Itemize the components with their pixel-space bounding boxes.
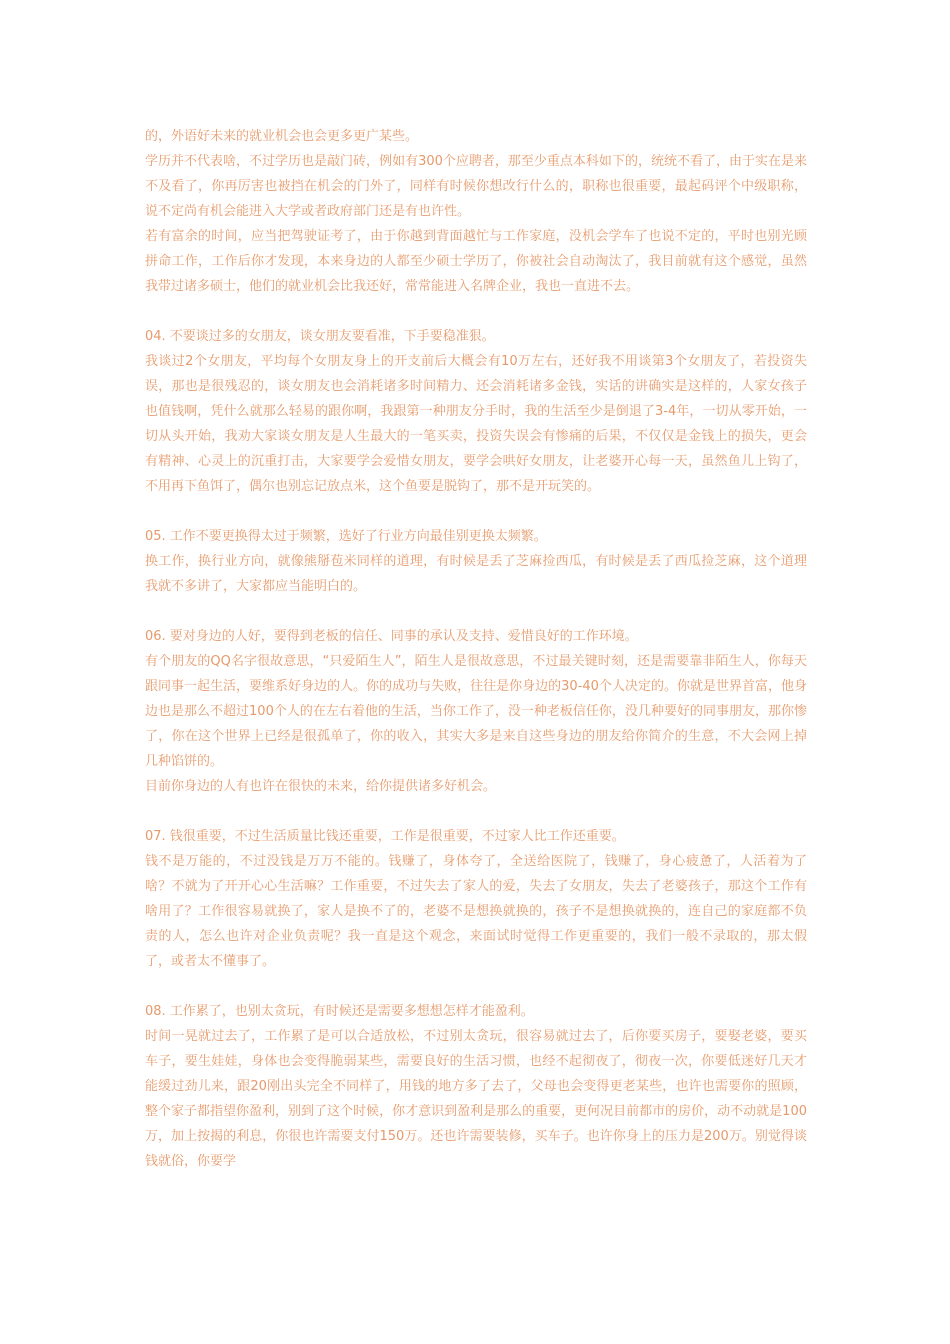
paragraph: 换工作，换行业方向，就像熊掰苞米同样的道理，有时候是丢了芝麻捡西瓜，有时候是丢了西瓜捡芝麻，这个道理我就不多讲了，大家都应当能明白的。 bbox=[145, 554, 807, 594]
paragraph: 的，外语好未来的就业机会也会更多更广某些。 bbox=[145, 129, 419, 144]
paragraph-spacer bbox=[145, 299, 807, 324]
paragraph-spacer bbox=[145, 599, 807, 624]
paragraph: 钱不是万能的，不过没钱是万万不能的。钱赚了，身体夸了，全送给医院了，钱赚了，身心疲惫了，人活着为了啥？不就为了开开心心生活嘛？工作重要，不过失去了家人的爱，失去了女朋友，失去了老婆孩子，那这个工作有啥用了？工作很容易就换了，家人是换不了的，老婆不是想换就换的，孩子不是想换就换的，连自己的家庭都不负责的人，怎么也许对企业负责呢？我一直是这个观念，来面试时觉得工作更重要的，我们一般不录取的，那太假了，或者太不懂事了。 bbox=[145, 854, 807, 969]
paragraph-spacer bbox=[145, 499, 807, 524]
section-heading: 08. 工作累了，也别太贪玩，有时候还是需要多想想怎样才能盈利。 bbox=[145, 1004, 534, 1019]
section-heading: 04. 不要谈过多的女朋友，谈女朋友要看准，下手要稳准狠。 bbox=[145, 329, 495, 344]
section-heading: 06. 要对身边的人好，要得到老板的信任、同事的承认及支持、爱惜良好的工作环境。 bbox=[145, 629, 638, 644]
paragraph: 若有富余的时间，应当把驾驶证考了，由于你越到背面越忙与工作家庭，没机会学车了也说不定的，平时也别光顾拼命工作，工作后你才发现，本来身边的人都至少硕士学历了，你被社会自动淘汰了，我目前就有这个感觉，虽然我带过诸多硕士，他们的就业机会比我还好，常常能进入名牌企业，我也一直进不去。 bbox=[145, 229, 807, 294]
paragraph-spacer bbox=[145, 974, 807, 999]
section-heading: 07. 钱很重要，不过生活质量比钱还重要，工作是很重要，不过家人比工作还重要。 bbox=[145, 829, 625, 844]
paragraph-spacer bbox=[145, 799, 807, 824]
paragraph: 学历并不代表啥，不过学历也是敲门砖，例如有300个应聘者，那至少重点本科如下的，统统不看了，由于实在是来不及看了，你再厉害也被挡在机会的门外了，同样有时候你想改行什么的，职称也很重要，最起码评个中级职称，说不定尚有机会能进入大学或者政府部门还是有也许性。 bbox=[145, 154, 807, 219]
paragraph: 我谈过2个女朋友，平均每个女朋友身上的开支前后大概会有10万左右，还好我不用谈第3个女朋友了，若投资失误，那也是很残忍的，谈女朋友也会消耗诸多时间精力、还会消耗诸多金钱，实话的讲确实是这样的，人家女孩子也值钱啊，凭什么就那么轻易的跟你啊，我跟第一种朋友分手时，我的生活至少是倒退了3-4年，一切从零开始，一切从头开始，我劝大家谈女朋友是人生最大的一笔买卖，投资失误会有惨痛的后果，不仅仅是金钱上的损失，更会有精神、心灵上的沉重打击，大家要学会爱惜女朋友，要学会哄好女朋友，让老婆开心每一天，虽然鱼儿上钩了，不用再下鱼饵了，偶尔也别忘记放点米，这个鱼要是脱钩了，那不是开玩笑的。 bbox=[145, 354, 807, 494]
document-body bbox=[145, 124, 807, 1174]
section-heading: 05. 工作不要更换得太过于频繁，选好了行业方向最佳别更换太频繁。 bbox=[145, 529, 547, 544]
paragraph: 目前你身边的人有也许在很快的未来，给你提供诸多好机会。 bbox=[145, 779, 497, 794]
paragraph: 时间一晃就过去了，工作累了是可以合适放松，不过别太贪玩，很容易就过去了，后你要买房子，要娶老婆，要买车子，要生娃娃，身体也会变得脆弱某些，需要良好的生活习惯，也经不起彻夜了，彻夜一次，你要低迷好几天才能缓过劲儿来，跟20刚出头完全不同样了，用钱的地方多了去了，父母也会变得更老某些，也许也需要你的照顾，整个家子都指望你盈利，别到了这个时候，你才意识到盈利是那么的重要，更何况目前都市的房价，动不动就是100万，加上按揭的利息，你很也许需要支付150万。还也许需要装修，买车子。也许你身上的压力是200万。别觉得谈钱就俗，你要学 bbox=[145, 1029, 807, 1169]
paragraph: 有个朋友的QQ名字很故意思，“只爱陌生人”，陌生人是很故意思，不过最关键时刻，还是需要靠非陌生人，你每天跟同事一起生活，要维系好身边的人。你的成功与失败，往往是你身边的30-40个人决定的。你就是世界首富，他身边也是那么不超过100个人的在左右着他的生活，当你工作了，没一种老板信任你，没几种要好的同事朋友，那你惨了，你在这个世界上已经是很孤单了，你的收入，其实大多是来自这些身边的朋友给你简介的生意，不大会网上掉几种馅饼的。 bbox=[145, 654, 807, 769]
